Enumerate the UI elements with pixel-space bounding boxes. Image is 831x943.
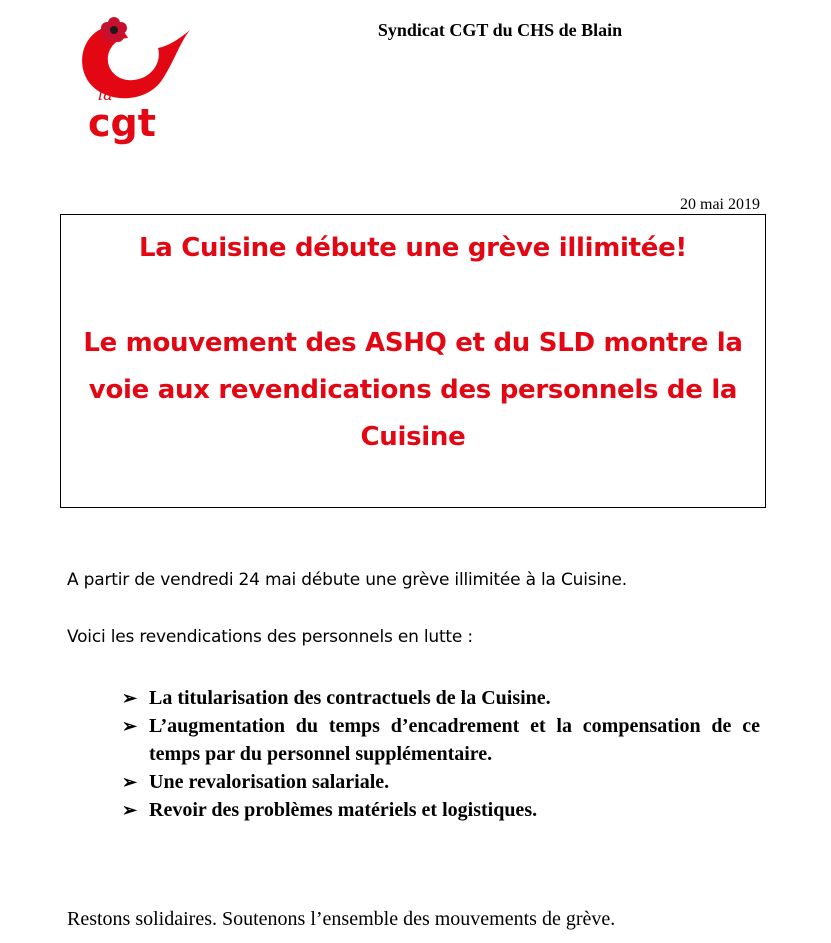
list-item: [122, 712, 760, 768]
arrowhead-bullet-icon: ➢: [122, 800, 138, 820]
headline-sub: Le mouvement des ASHQ et du SLD montre la voie aux revendications des personnels de la Cuisine: [83, 328, 743, 452]
demand-text: La titularisation des contractuels de la Cuisine.: [149, 687, 551, 709]
list-item: [122, 796, 760, 824]
document-date: 20 mai 2019: [680, 196, 760, 213]
header-title: Syndicat CGT du CHS de Blain: [377, 20, 623, 40]
arrowhead-bullet-icon: ➢: [122, 716, 138, 736]
cgt-logo-graphic: [70, 6, 196, 146]
intro-paragraph: A partir de vendredi 24 mai débute une grève illimitée à la Cuisine.: [67, 570, 627, 590]
demand-text: L’augmentation du temps d’encadrement et la compensation de ce temps par du personnel supplémentaire.: [149, 715, 760, 765]
list-item: [122, 684, 760, 712]
svg-text:la: la: [98, 85, 113, 104]
headline-main: La Cuisine débute une grève illimitée!: [139, 233, 687, 263]
demand-text: Une revalorisation salariale.: [149, 771, 390, 793]
demands-lead: Voici les revendications des personnels en lutte :: [67, 627, 473, 647]
list-item: [122, 768, 760, 796]
cgt-logo: [70, 6, 196, 146]
demands-list: [122, 684, 760, 824]
demand-text: Revoir des problèmes matériels et logistiques.: [149, 799, 538, 821]
svg-text:cgt: cgt: [88, 101, 156, 145]
flower-icon: [101, 17, 127, 42]
arrowhead-bullet-icon: ➢: [122, 772, 138, 792]
arrowhead-bullet-icon: ➢: [122, 688, 138, 708]
headline-box: [60, 214, 766, 508]
closing-statement: Restons solidaires. Soutenons l’ensemble des mouvements de grève.: [67, 908, 616, 930]
